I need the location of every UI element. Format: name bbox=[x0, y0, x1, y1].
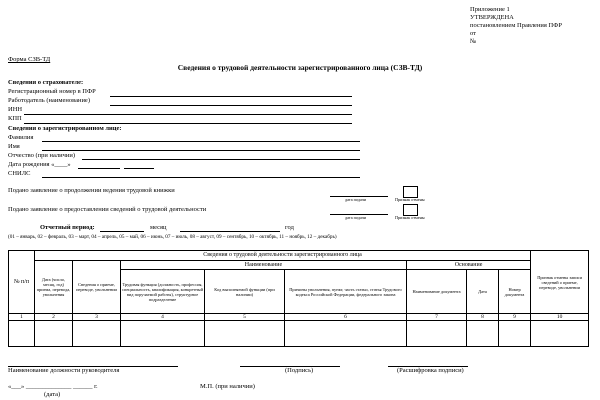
table-cell[interactable] bbox=[73, 321, 121, 347]
col-number-index: 7 bbox=[407, 314, 467, 321]
approval-line-3: постановлением Правления ПФР bbox=[470, 22, 562, 29]
application-continue-mark-caption: Признак отмены bbox=[395, 197, 425, 202]
application-continue-date-caption: дата подачи bbox=[345, 197, 367, 202]
table-cell[interactable] bbox=[499, 321, 531, 347]
insurer-reg-number-label: Регистрационный номер в ПФР bbox=[8, 88, 96, 95]
group-basis-header: Основание bbox=[407, 261, 531, 270]
col-doc-date-header: Дата bbox=[467, 270, 499, 314]
col-number-index: 1 bbox=[9, 314, 35, 321]
approval-line-5: № bbox=[470, 38, 477, 45]
period-month-label: месяц bbox=[150, 224, 167, 231]
signing-date-caption: (дата) bbox=[44, 391, 61, 398]
col-doc-header: Наименование документа bbox=[407, 270, 467, 314]
col-info-header: Сведения о приеме, переводе, увольнении bbox=[73, 261, 121, 314]
person-surname-field[interactable] bbox=[42, 141, 360, 142]
application-electronic-mark-caption: Признак отмены bbox=[395, 215, 425, 220]
col-reasons-header: Причины увольнения, пункт, часть статьи, статья Трудового кодекса Российской Федерации, федерального закона bbox=[285, 270, 407, 314]
col-number-index: 10 bbox=[531, 314, 589, 321]
table-cell[interactable] bbox=[285, 321, 407, 347]
col-number-index: 8 bbox=[467, 314, 499, 321]
insurer-heading: Сведения о страхователе: bbox=[8, 79, 84, 86]
insurer-employer-field[interactable] bbox=[110, 105, 352, 106]
application-continue-label: Подано заявление о продолжении ведения трудовой книжки bbox=[8, 187, 175, 194]
table-cell[interactable] bbox=[407, 321, 467, 347]
person-birth-label: Дата рождения «____» bbox=[8, 161, 71, 168]
table-cell[interactable] bbox=[121, 321, 205, 347]
application-electronic-date-caption: дата подачи bbox=[345, 215, 367, 220]
col-date-header: Дата (число, месяц, год) приема, перевода, увольнения bbox=[35, 261, 73, 314]
person-patronymic-field[interactable] bbox=[82, 159, 360, 160]
period-label: Отчетный период: bbox=[40, 224, 95, 231]
col-number-index: 2 bbox=[35, 314, 73, 321]
person-birth-year-field[interactable] bbox=[124, 168, 154, 169]
insurer-kpp-label: КПП bbox=[8, 115, 22, 122]
person-birth-month-field[interactable] bbox=[78, 168, 120, 169]
insurer-inn-label: ИНН bbox=[8, 106, 23, 113]
application-electronic-label: Подано заявление о предоставлении сведений о трудовой деятельности bbox=[8, 206, 207, 213]
insurer-inn-field[interactable] bbox=[24, 114, 352, 115]
table-cell[interactable] bbox=[467, 321, 499, 347]
stamp-caption: М.П. (при наличии) bbox=[200, 383, 255, 390]
person-patronymic-label: Отчество (при наличии) bbox=[8, 152, 76, 159]
approval-line-4: от bbox=[470, 30, 477, 37]
insurer-reg-number-field[interactable] bbox=[110, 96, 352, 97]
col-doc-num-header: Номер документа bbox=[499, 270, 531, 314]
form-code: Форма СЗВ-ТД bbox=[8, 56, 51, 63]
col-number-index: 5 bbox=[205, 314, 285, 321]
group-name-header: Наименование bbox=[121, 261, 407, 270]
col-number-index: 6 bbox=[285, 314, 407, 321]
table-row bbox=[9, 321, 589, 347]
table-cell[interactable] bbox=[35, 321, 73, 347]
approval-line-1: Приложение 1 bbox=[470, 6, 510, 13]
insurer-employer-label: Работодатель (наименование) bbox=[8, 97, 90, 104]
signing-date: «___» ______________ ______ г. bbox=[8, 383, 98, 390]
col-code-header: Код выполняемой функции (при наличии) bbox=[205, 270, 285, 314]
person-heading: Сведения о зарегистрированном лице: bbox=[8, 125, 122, 132]
col-number-index: 9 bbox=[499, 314, 531, 321]
col-function-header: Трудовая функция (должность, профессия, специальность, квалификация, конкретный вид поручаемой работы), структурное подразделение bbox=[121, 270, 205, 314]
person-surname-label: Фамилия bbox=[8, 134, 34, 141]
decoding-caption: (Расшифровка подписи) bbox=[397, 367, 464, 374]
person-name-label: Имя bbox=[8, 143, 20, 150]
document-title: Сведения о трудовой деятельности зарегистрированного лица (СЗВ-ТД) bbox=[177, 63, 423, 72]
col-number-header: № п/п bbox=[9, 251, 35, 314]
table-cell[interactable] bbox=[9, 321, 35, 347]
person-name-field[interactable] bbox=[42, 150, 360, 151]
period-year-label: год bbox=[285, 224, 294, 231]
table-cell[interactable] bbox=[531, 321, 589, 347]
period-month-field[interactable] bbox=[100, 231, 144, 232]
insurer-kpp-field[interactable] bbox=[24, 123, 352, 124]
period-legend: (01 – январь, 02 – февраль, 03 – март, 04 – апрель, 05 – май, 06 – июнь, 07 – июль, 08 – август, 09 – сентябрь, 10 – октябрь, 11 – ноябрь, 12 – декабрь) bbox=[8, 234, 337, 240]
period-year-field[interactable] bbox=[180, 231, 280, 232]
table-main-header: Сведения о трудовой деятельности зарегистрированного лица bbox=[35, 251, 531, 261]
col-number-index: 4 bbox=[121, 314, 205, 321]
person-snils-field[interactable] bbox=[42, 177, 360, 178]
position-caption: Наименование должности руководителя bbox=[8, 367, 120, 374]
col-number-index: 3 bbox=[73, 314, 121, 321]
approval-line-2: УТВЕРЖДЕНА bbox=[470, 14, 514, 21]
work-activity-table bbox=[8, 250, 589, 347]
table-cell[interactable] bbox=[205, 321, 285, 347]
col-cancel-header: Признак отмены записи сведений о приеме, переводе, увольнении bbox=[531, 251, 589, 314]
signature-caption: (Подпись) bbox=[285, 367, 314, 374]
person-snils-label: СНИЛС bbox=[8, 170, 31, 177]
